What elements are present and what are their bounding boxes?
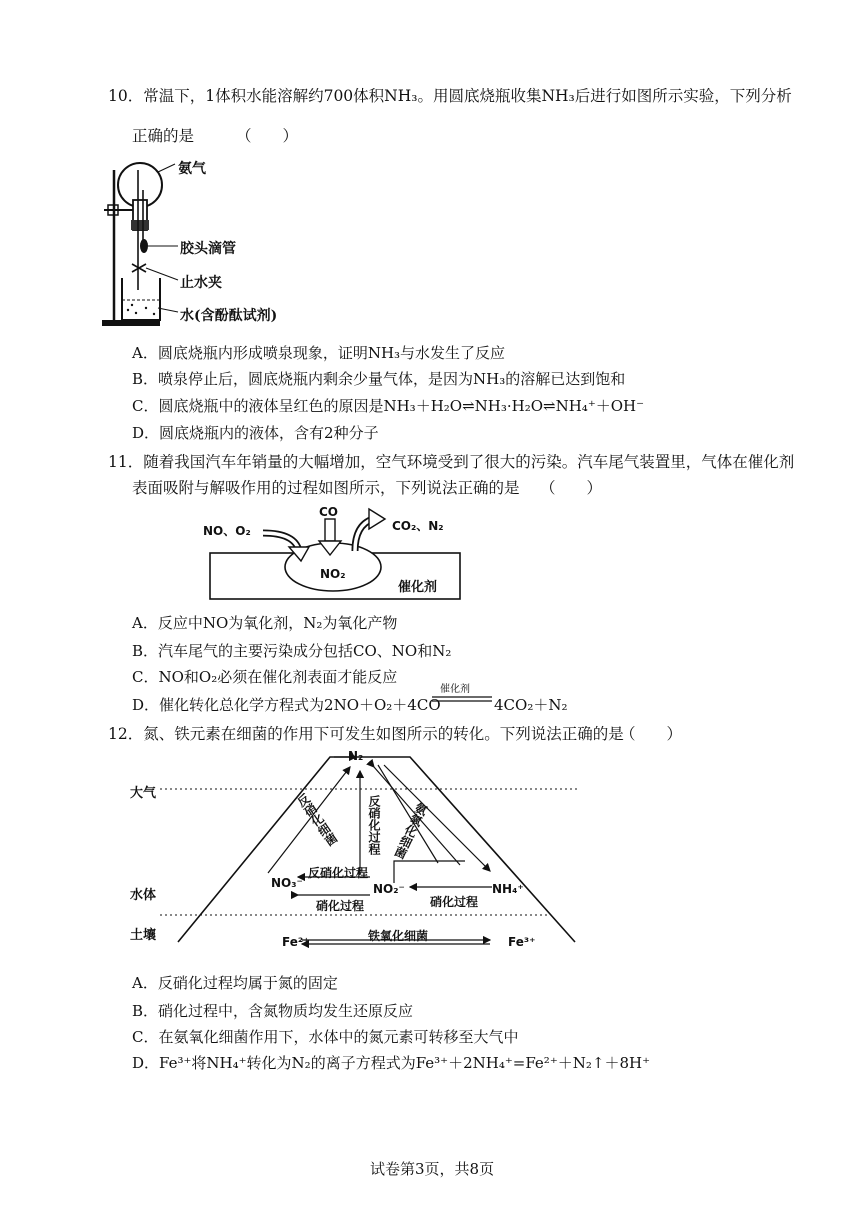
label-ammonia: 氨气 [178, 161, 206, 177]
equation-equals-bar [432, 694, 492, 704]
q11-answer-paren: （ ） [540, 479, 603, 497]
q12-option-a: A．反硝化过程均属于氮的固定 [132, 974, 338, 992]
label-no2: NO₂ [320, 567, 346, 581]
label-nitrification-left: 硝化过程 [316, 899, 365, 913]
q10-stem-line1: 10．常温下，1体积水能溶解约700体积NH₃。用圆底烧瓶收集NH₃后进行如图所示实验，下列分析 [108, 87, 792, 105]
q10-answer-paren: （ ） [236, 127, 299, 145]
label-nitrification-right: 硝化过程 [430, 895, 479, 909]
label-co2-n2: CO₂、N₂ [392, 519, 444, 533]
q10-option-a: A．圆底烧瓶内形成喷泉现象，证明NH₃与水发生了反应 [132, 344, 506, 362]
q12-answer-paren: （ ） [620, 725, 683, 743]
q12-stem: 12．氮、铁元素在细菌的作用下可发生如图所示的转化。下列说法正确的是 [108, 725, 624, 743]
q11-option-a: A．反应中NO为氧化剂，N₂为氧化产物 [132, 614, 398, 632]
label-catalyst: 催化剂 [398, 580, 438, 595]
label-no-o2: NO、O₂ [203, 524, 251, 538]
equation-products: 4CO₂＋N₂ [494, 696, 568, 714]
label-n2: N₂ [348, 749, 364, 763]
label-atmosphere: 大气 [130, 786, 157, 801]
label-water-body: 水体 [130, 888, 157, 903]
page-footer: 试卷第3页，共8页 [370, 1160, 495, 1178]
q11-stem-line2: 表面吸附与解吸作用的过程如图所示，下列说法正确的是 [132, 479, 520, 497]
label-iron-oxidizing-bacteria: 铁氧化细菌 [368, 929, 429, 943]
label-soil: 土壤 [130, 928, 157, 943]
q12-option-c: C．在氨氧化细菌作用下，水体中的氮元素可转移至大气中 [132, 1028, 519, 1046]
label-clamp: 止水夹 [180, 275, 222, 291]
label-fe2: Fe²⁺ [282, 935, 310, 949]
label-denitrification-horizontal: 反硝化过程 [308, 866, 369, 880]
q11-option-d: D．催化转化总化学方程式为2NO＋O₂＋4CO [132, 696, 441, 714]
q11-option-c: C．NO和O₂必须在催化剂表面才能反应 [132, 668, 398, 686]
label-denitrifying-bacteria: 反硝化细菌 [293, 791, 340, 849]
q11-option-b: B．汽车尾气的主要污染成分包括CO、NO和N₂ [132, 642, 452, 660]
q12-option-d: D．Fe³⁺将NH₄⁺转化为N₂的离子方程式为Fe³⁺＋2NH₄⁺=Fe²⁺＋N₂↑＋8H⁺ [132, 1054, 650, 1072]
equation-condition: 催化剂 [440, 684, 470, 695]
label-no3: NO₃⁻ [271, 876, 303, 890]
label-co: CO [319, 505, 339, 519]
q11-stem-line1: 11．随着我国汽车年销量的大幅增加，空气环境受到了很大的污染。汽车尾气装置里，气体在催化剂 [108, 453, 795, 471]
nitrogen-iron-cycle-diagram [120, 745, 590, 965]
q10-stem-line2: 正确的是 [132, 127, 195, 145]
label-nh4: NH₄⁺ [492, 882, 524, 896]
label-denitrification-vertical: 反硝化过程 [367, 795, 381, 855]
q10-option-b: B．喷泉停止后，圆底烧瓶内剩余少量气体，是因为NH₃的溶解已达到饱和 [132, 370, 626, 388]
label-dropper: 胶头滴管 [180, 241, 236, 257]
q12-option-b: B．硝化过程中，含氮物质均发生还原反应 [132, 1002, 414, 1020]
q10-option-c: C．圆底烧瓶中的液体呈红色的原因是NH₃＋H₂O⇌NH₃·H₂O⇌NH₄⁺＋OH⁻ [132, 397, 645, 415]
label-water: 水(含酚酞试剂) [180, 308, 278, 324]
label-ammonia-oxidizing-bacteria: 氨氧化细菌 [391, 800, 430, 861]
q10-option-d: D．圆底烧瓶内的液体，含有2种分子 [132, 424, 379, 442]
label-no2-ion: NO₂⁻ [373, 882, 405, 896]
label-fe3: Fe³⁺ [508, 935, 536, 949]
